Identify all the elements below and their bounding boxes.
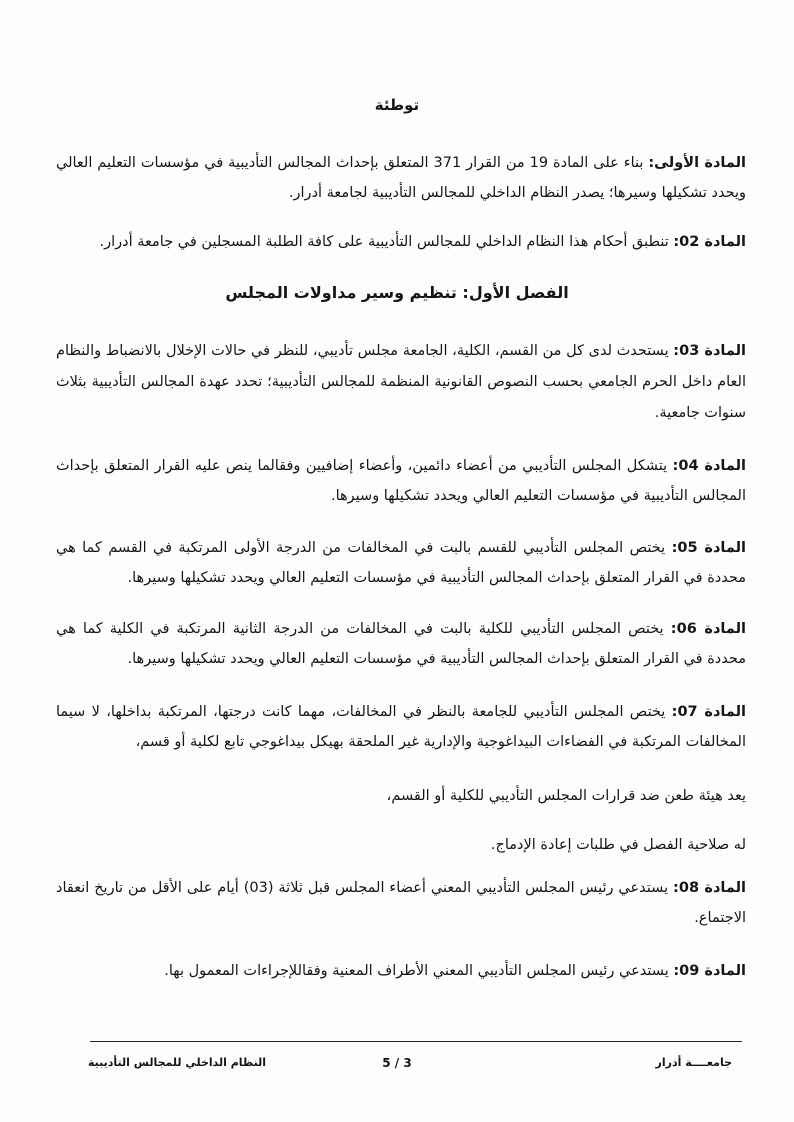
article-label: المادة 05:: [671, 540, 746, 556]
article-04: [56, 451, 746, 511]
article-label: المادة 07:: [671, 704, 746, 720]
article-09: [56, 956, 746, 986]
article-text: يتشكل المجلس التأديبي من أعضاء دائمين، وأعضاء إضافيين وفقالما ينص عليه القرار المتعلق بإحداث المجالس التأديبية في مؤسسات التعليم العالي ويحدد تشكيلها وسيرها.: [56, 458, 746, 504]
article-text: تنطبق أحكام هذا النظام الداخلي للمجالس التأديبية على كافة الطلبة المسجلين في جامعة أدرار.: [99, 234, 674, 250]
footer-page-number: 5 / 3: [382, 1056, 412, 1070]
article-07-appeal: يعد هيئة طعن ضد قرارات المجلس التأديبي للكلية أو القسم،: [386, 788, 746, 804]
article-label: المادة 03:: [673, 343, 746, 359]
article-02: [56, 227, 746, 257]
article-text: يستحدث لدى كل من القسم، الكلية، الجامعة مجلس تأديبي، للنظر في حالات الإخلال بالانضباط والنظام العام داخل الحرم الجامعي بحسب النصوص القانونية المنظمة للمجالس التأديبية؛ تحدد عهدة المجالس التأديبية بثلاث سنوات جامعية.: [56, 343, 746, 421]
footer-document-title: النظام الداخلي للمجالس التأديبية: [88, 1056, 267, 1069]
article-text: بناء على المادة 19 من القرار 371 المتعلق بإحداث المجالس التأديبية في مؤسسات التعليم العالي ويحدد تشكيلها وسيرها؛ يصدر النظام الداخلي للمجالس التأديبية لجامعة أدرار.: [56, 155, 746, 201]
page-title: توطئة: [374, 96, 420, 114]
article-text: يختص المجلس التأديبي للقسم بالبت في المخالفات من الدرجة الأولى المرتكبة في القسم كما هي محددة في القرار المتعلق بإحداث المجالس التأديبية في مؤسسات التعليم العالي ويحدد تشكيلها وسيرها.: [56, 540, 746, 586]
footer-divider: [90, 1041, 742, 1042]
article-07: [56, 697, 746, 757]
article-07-reinstatement: له صلاحية الفصل في طلبات إعادة الإدماج.: [490, 837, 746, 853]
footer-university: جامعــــة أدرار: [655, 1056, 732, 1069]
article-label: المادة 04:: [672, 458, 746, 474]
article-03: [56, 336, 746, 429]
article-text: يختص المجلس التأديبي للجامعة بالنظر في المخالفات، مهما كانت درجتها، المرتكبة بداخلها، لا سيما المخالفات المرتكبة في الفضاءات البيداغوجية والإدارية غير الملحقة بهيكل بيداغوجي تابع لكلية أو قسم،: [56, 704, 746, 750]
article-01: [56, 148, 746, 208]
article-label: المادة 09:: [673, 963, 746, 979]
article-text: يختص المجلس التأديبي للكلية بالبت في المخالفات من الدرجة الثانية المرتكبة في الكلية كما هي محددة في القرار المتعلق بإحداث المجالس التأديبية في مؤسسات التعليم العالي ويحدد تشكيلها وسيرها.: [56, 621, 746, 667]
article-label: المادة 06:: [670, 621, 746, 637]
article-text: يستدعي رئيس المجلس التأديبي المعني أعضاء المجلس قبل ثلاثة (03) أيام على الأقل من تاريخ انعقاد الاجتماع.: [56, 880, 746, 926]
article-text: يستدعي رئيس المجلس التأديبي المعني الأطراف المعنية وفقاللإجراءات المعمول بها.: [164, 963, 674, 979]
chapter-title: الفصل الأول: تنظيم وسير مداولات المجلس: [225, 283, 569, 302]
article-label: المادة 08:: [673, 880, 746, 896]
article-label: المادة الأولى:: [648, 155, 746, 171]
article-08: [56, 873, 746, 933]
article-label: المادة 02:: [673, 234, 746, 250]
article-06: [56, 614, 746, 674]
article-05: [56, 533, 746, 593]
